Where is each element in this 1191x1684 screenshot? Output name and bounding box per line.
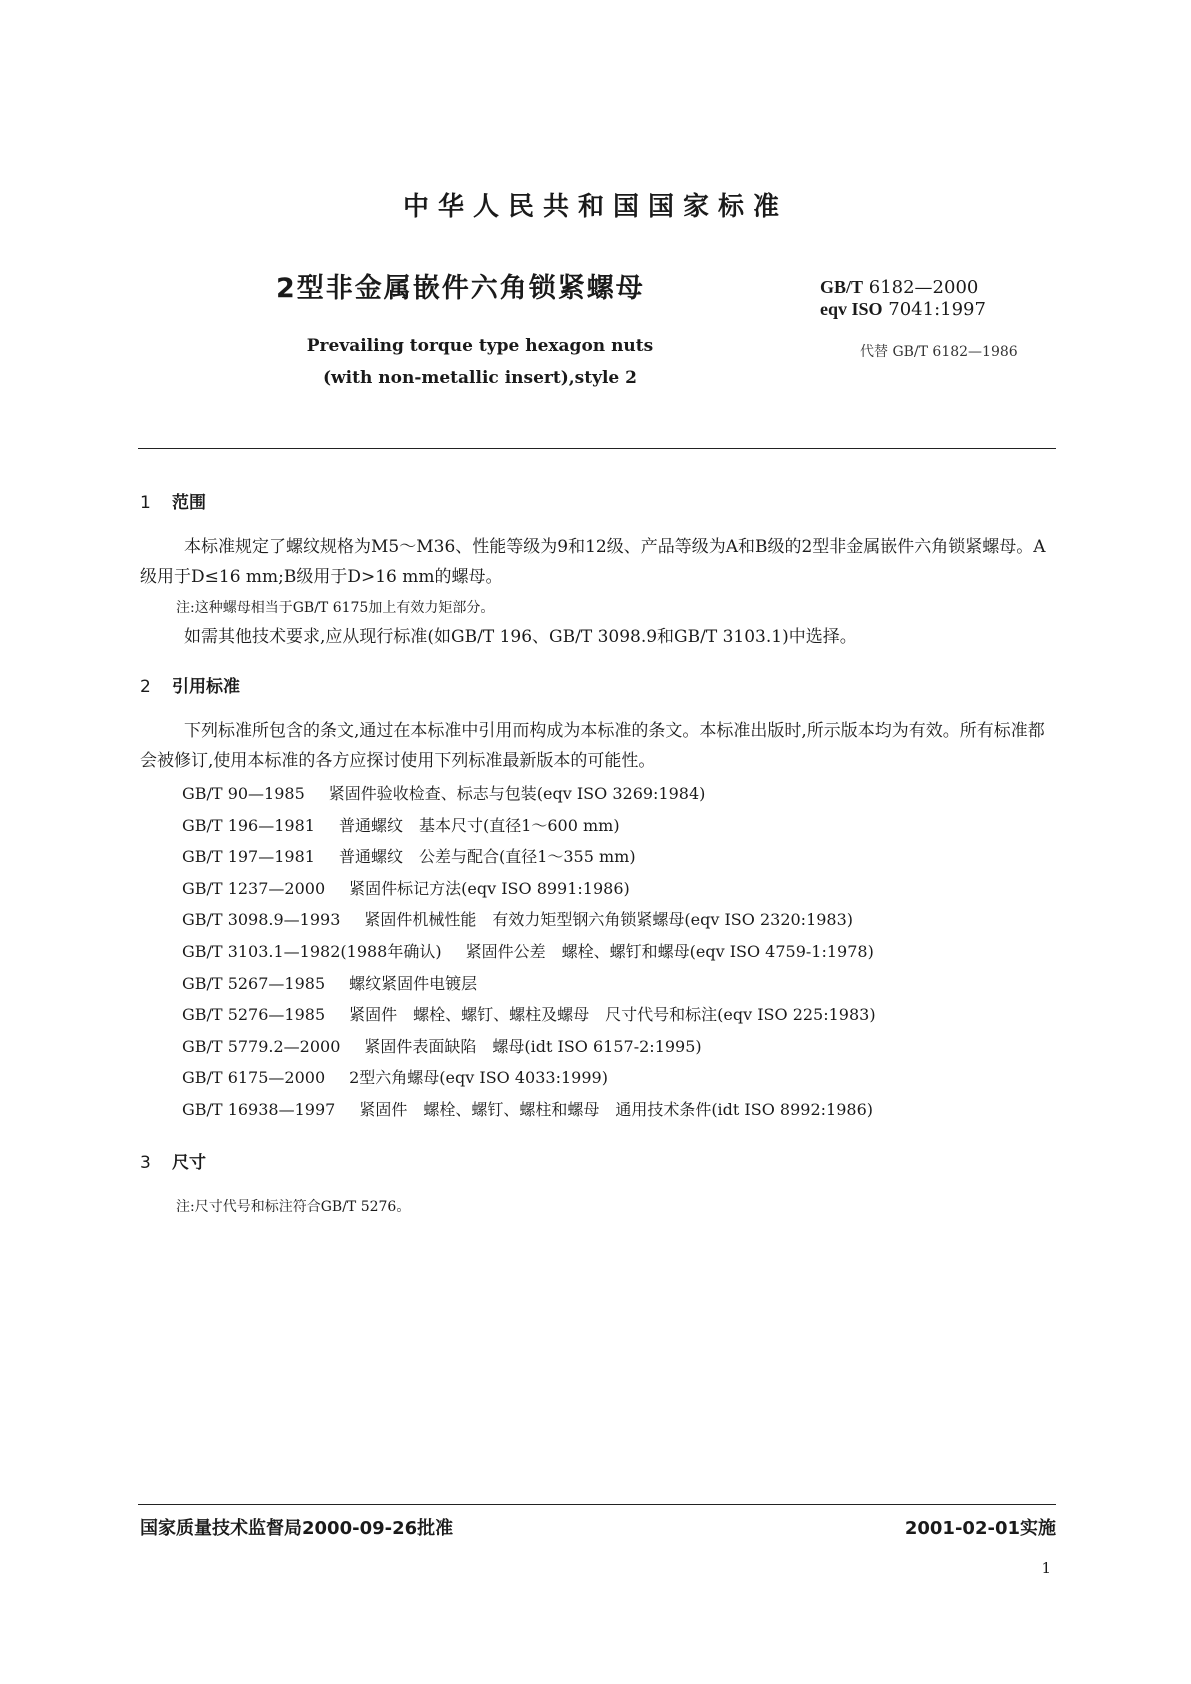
reference-code: GB/T 6175—2000: [182, 1068, 326, 1088]
document-title-zh: 2型非金属嵌件六角锁紧螺母: [276, 273, 645, 304]
section-heading-references: [140, 675, 240, 699]
section-title: 范围: [172, 493, 206, 513]
list-item: [182, 778, 876, 810]
equivalent-standard: [820, 298, 986, 321]
list-item: [182, 936, 876, 968]
reference-title: 紧固件 螺栓、螺钉、螺柱及螺母 尺寸代号和标注(eqv ISO 225:1983): [349, 1005, 876, 1025]
section-number: 3: [140, 1153, 151, 1173]
national-standard-heading: 中华人民共和国国家标准: [402, 192, 788, 222]
reference-code: GB/T 5267—1985: [182, 973, 326, 993]
section-title: 引用标准: [172, 677, 240, 697]
list-item: [182, 1031, 876, 1063]
reference-code: GB/T 5779.2—2000: [182, 1036, 341, 1056]
reference-title: 紧固件表面缺陷 螺母(idt ISO 6157-2:1995): [364, 1036, 702, 1056]
scope-note: 注:这种螺母相当于GB/T 6175加上有效力矩部分。: [176, 600, 495, 616]
page-number: 1: [1041, 1559, 1051, 1577]
references-paragraph: 下列标准所包含的条文,通过在本标准中引用而构成为本标准的条文。本标准出版时,所示版本均为有效。所有标准都会被修订,使用本标准的各方应探讨使用下列标准最新版本的可能性。: [140, 721, 1045, 771]
list-item: [182, 1094, 876, 1126]
standard-code-number: 6182—2000: [868, 277, 979, 298]
reference-title: 紧固件机械性能 有效力矩型钢六角锁紧螺母(eqv ISO 2320:1983): [364, 910, 854, 930]
list-item: [182, 904, 876, 936]
section-number: 2: [140, 677, 151, 697]
reference-title: 紧固件验收检查、标志与包装(eqv ISO 3269:1984): [328, 784, 706, 803]
list-item: [182, 841, 876, 873]
effective-date: 2001-02-01实施: [904, 1518, 1056, 1539]
header-divider: [138, 448, 1056, 449]
reference-code: GB/T 197—1981: [182, 847, 315, 867]
replaces-standard: 代替 GB/T 6182—1986: [860, 344, 1018, 360]
reference-code: GB/T 5276—1985: [182, 1005, 326, 1025]
reference-code: GB/T 3098.9—1993: [182, 910, 341, 930]
reference-code: GB/T 196—1981: [182, 815, 315, 835]
list-item: [182, 810, 876, 842]
document-title-en-line1: Prevailing torque type hexagon nuts: [306, 336, 654, 356]
list-item: [182, 999, 876, 1031]
section-title: 尺寸: [172, 1153, 206, 1173]
reference-code: GB/T 90—1985: [182, 784, 305, 803]
approval-date: 国家质量技术监督局2000-09-26批准: [140, 1518, 454, 1539]
list-item: [182, 968, 876, 1000]
list-item: [182, 873, 876, 905]
equivalent-number: 7041:1997: [888, 299, 986, 320]
section-number: 1: [140, 493, 151, 513]
section-heading-scope: [140, 491, 206, 515]
list-item: [182, 1062, 876, 1094]
standard-code-prefix: GB/T: [820, 277, 864, 297]
footer-divider: [138, 1504, 1056, 1505]
reference-title: 2型六角螺母(eqv ISO 4033:1999): [349, 1068, 608, 1088]
reference-title: 紧固件 螺栓、螺钉、螺柱和螺母 通用技术条件(idt ISO 8992:1986): [359, 1099, 873, 1119]
standard-code: [820, 276, 978, 299]
reference-list: [182, 778, 876, 1126]
reference-title: 螺纹紧固件电镀层: [349, 973, 478, 993]
reference-title: 普通螺纹 基本尺寸(直径1～600 mm): [338, 815, 620, 835]
section-heading-dimensions: [140, 1151, 206, 1175]
scope-extra-requirements: 如需其他技术要求,应从现行标准(如GB/T 196、GB/T 3098.9和GB/T 3103.1)中选择。: [184, 627, 857, 647]
reference-code: GB/T 3103.1—1982(1988年确认): [182, 941, 442, 961]
reference-title: 紧固件公差 螺栓、螺钉和螺母(eqv ISO 4759-1:1978): [465, 941, 874, 961]
document-title-en-line2: (with non-metallic insert),style 2: [323, 368, 637, 388]
reference-code: GB/T 16938—1997: [182, 1099, 336, 1119]
scope-paragraph: 本标准规定了螺纹规格为M5～M36、性能等级为9和12级、产品等级为A和B级的2型非金属嵌件六角锁紧螺母。A级用于D≤16 mm;B级用于D>16 mm的螺母。: [140, 537, 1046, 587]
dimensions-note: 注:尺寸代号和标注符合GB/T 5276。: [176, 1199, 411, 1215]
equivalent-prefix: eqv ISO: [820, 299, 883, 319]
reference-title: 紧固件标记方法(eqv ISO 8991:1986): [349, 878, 630, 898]
reference-title: 普通螺纹 公差与配合(直径1～355 mm): [338, 847, 636, 867]
reference-code: GB/T 1237—2000: [182, 878, 326, 898]
